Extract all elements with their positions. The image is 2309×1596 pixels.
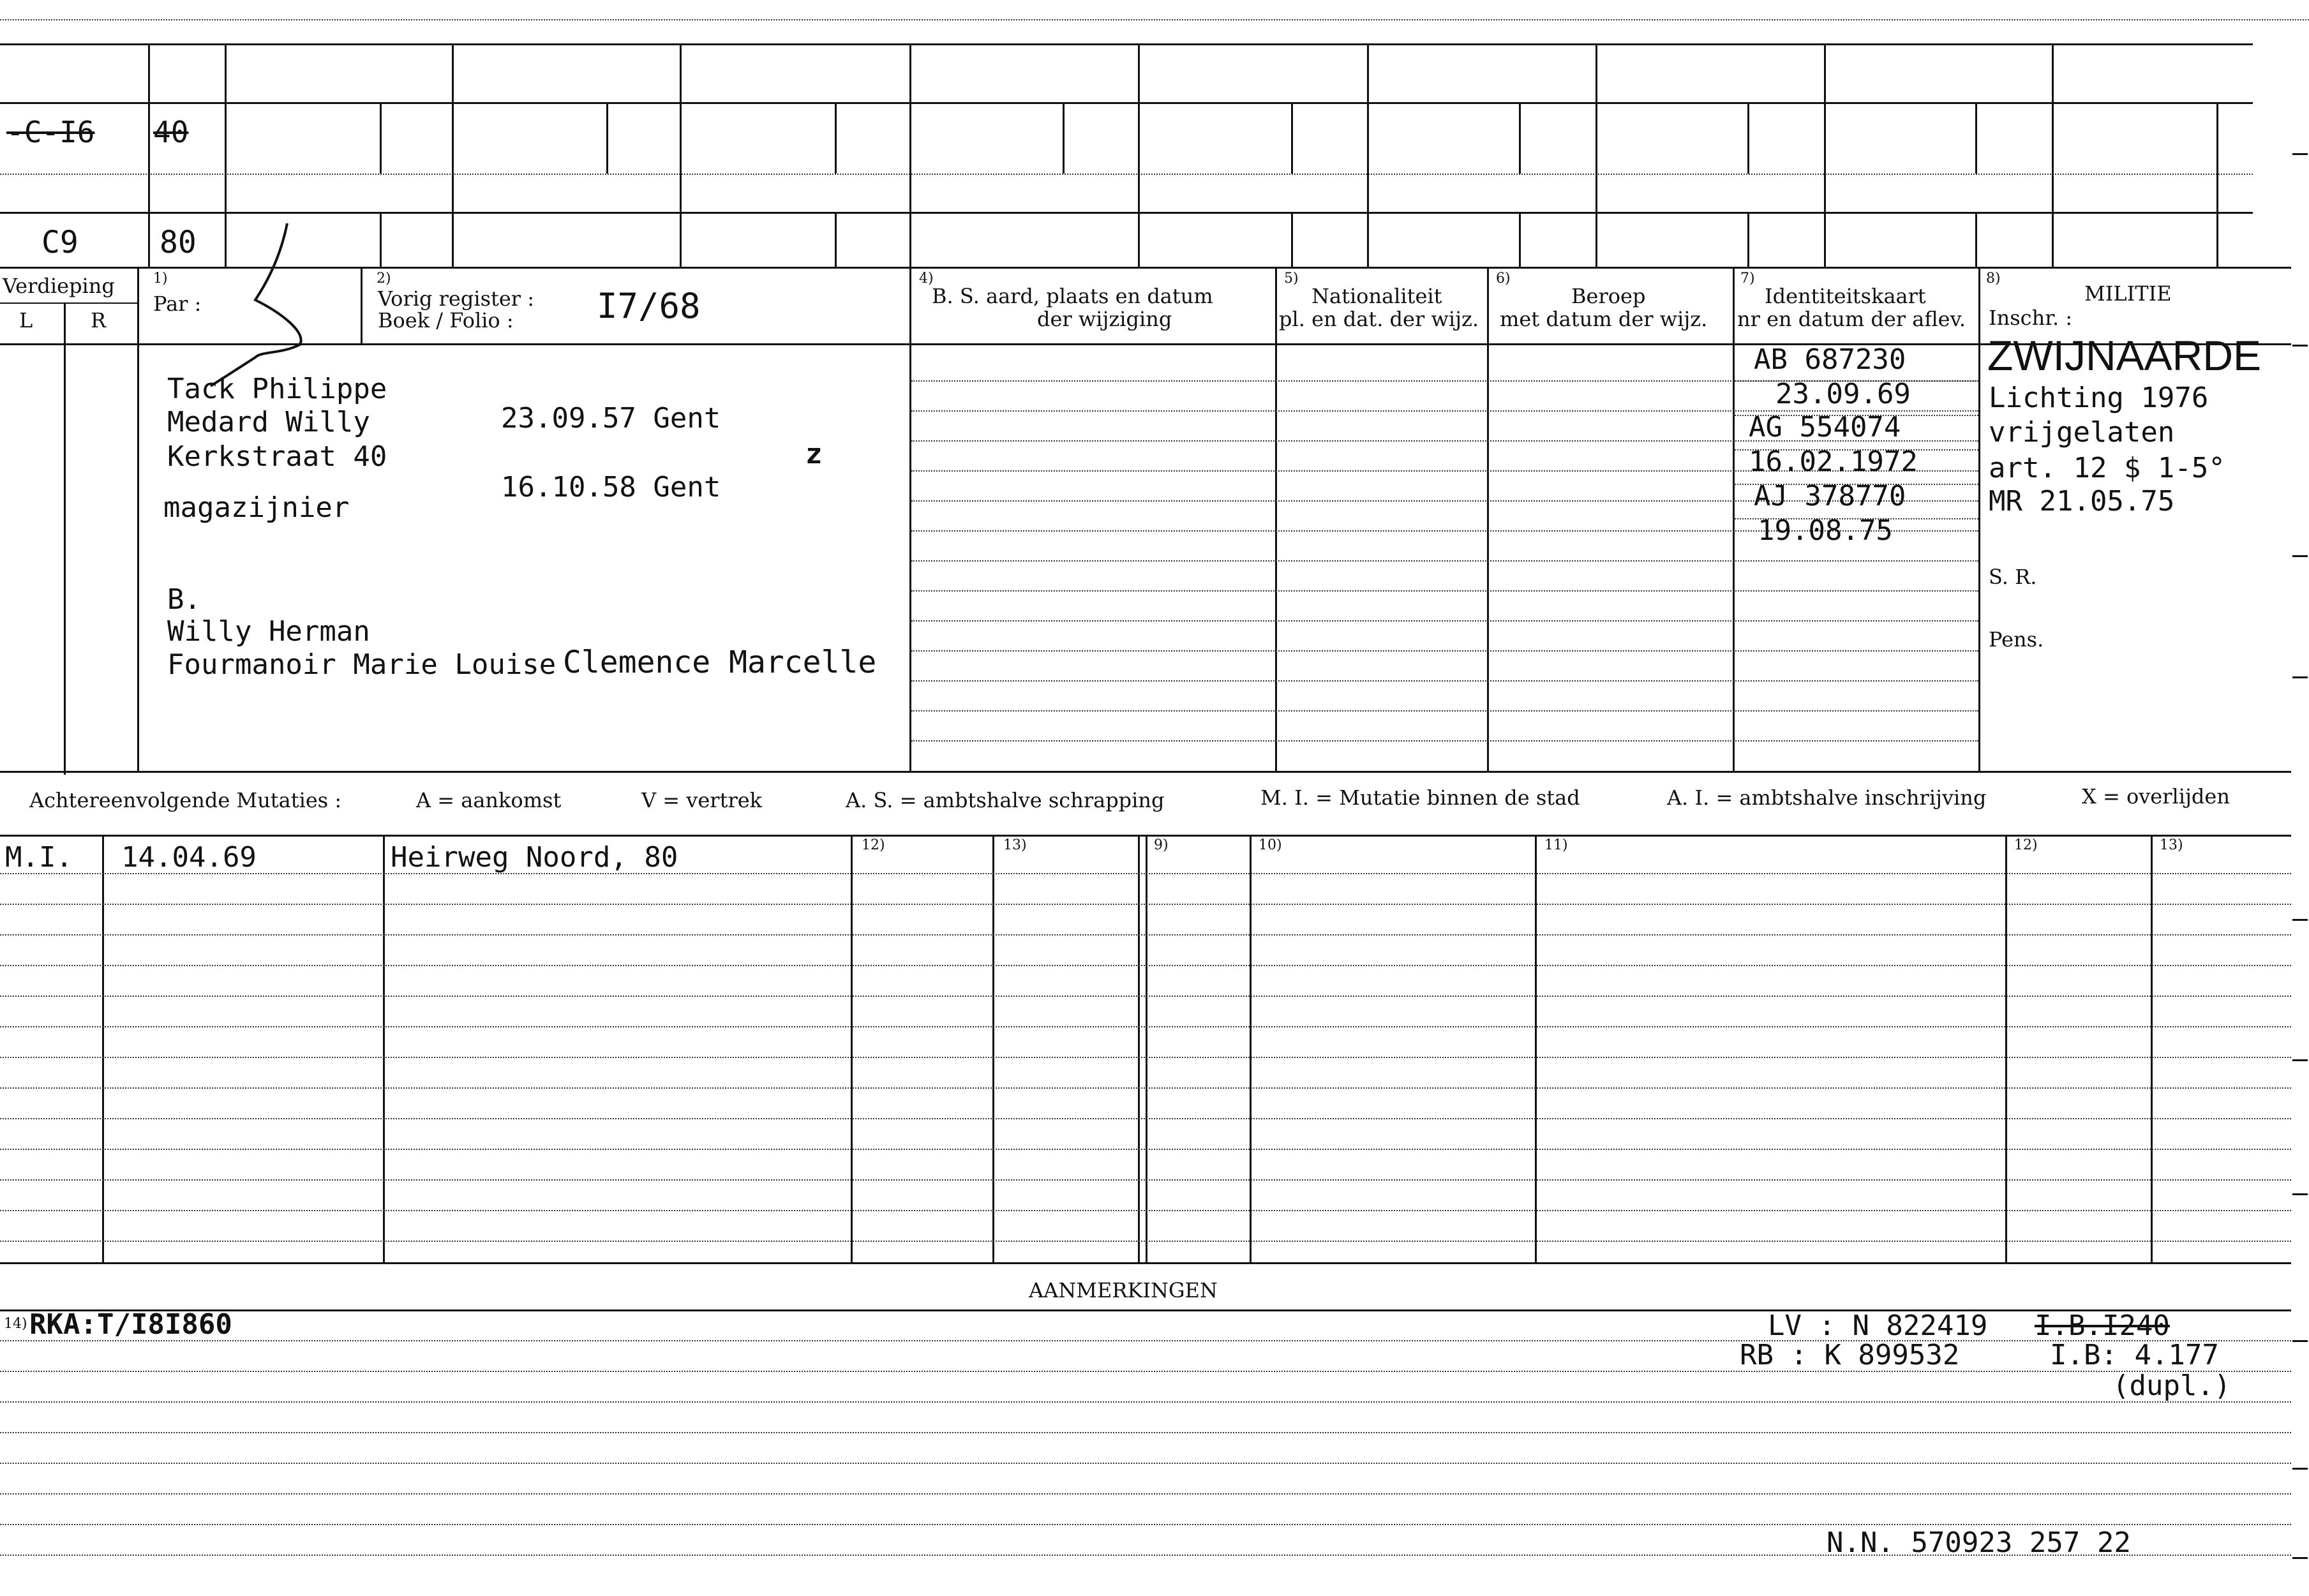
ruling-line	[0, 934, 2291, 936]
person-marker: z	[805, 438, 823, 470]
remarks-n14: 14)	[4, 1316, 27, 1332]
edge-tick	[2292, 345, 2308, 347]
edge-tick	[2292, 1557, 2308, 1559]
ruling-line	[0, 1179, 2291, 1181]
edge-tick	[2292, 153, 2308, 155]
identity-line-3: 16.02.1972	[1749, 445, 1918, 478]
ruling-line	[911, 650, 1978, 652]
ruling-line	[0, 1524, 2291, 1525]
identity-line-4: AJ 378770	[1754, 480, 1906, 512]
ruling-line	[0, 1463, 2291, 1464]
ruling-line	[911, 560, 1978, 562]
person-father: Willy Herman	[167, 615, 370, 648]
mut-x: X = overlijden	[2082, 784, 2230, 809]
header-militie: MILITIE	[2084, 281, 2172, 306]
person-b: B.	[167, 583, 201, 616]
header-n2: 2)	[377, 271, 391, 287]
militie-line-2: art. 12 $ 1-5°	[1989, 452, 2225, 484]
person-firstname: Medard Willy	[167, 406, 370, 438]
person-date2: 16.10.58 Gent	[501, 471, 721, 503]
header-n1: 1)	[153, 271, 168, 287]
ruling-line	[0, 1026, 2291, 1027]
ruling-line	[0, 1241, 2291, 1242]
header-n5: 5)	[1284, 271, 1299, 287]
header-beroep-1: Beroep	[1571, 284, 1646, 308]
ruling-line	[911, 590, 1978, 592]
mut-as: A. S. = ambtshalve schrapping	[846, 788, 1165, 812]
ruling-line	[0, 1493, 2291, 1495]
identity-line-5: 19.08.75	[1758, 514, 1893, 547]
person-name: Tack Philippe	[167, 373, 387, 405]
person-mother1: Fourmanoir Marie Louise	[167, 648, 557, 681]
remarks-rb: RB : K 899532	[1740, 1339, 1960, 1371]
ruling-line	[0, 996, 2291, 997]
ruling-line	[0, 1432, 2291, 1433]
top-row1-left: -C-I6	[6, 115, 95, 149]
header-vorig-value: I7/68	[597, 286, 701, 326]
header-n6: 6)	[1496, 271, 1511, 287]
header-id-1: Identiteitskaart	[1765, 284, 1926, 308]
mut-n13-a: 13)	[1003, 837, 1027, 853]
ruling-line	[0, 904, 2291, 905]
edge-tick	[2292, 676, 2308, 678]
ruling-line	[0, 1210, 2291, 1211]
edge-tick	[2292, 919, 2308, 921]
militie-pens: Pens.	[1989, 627, 2044, 652]
ruling-line	[911, 710, 1978, 712]
edge-tick	[2292, 1059, 2308, 1061]
mut-n11-b: 11)	[1544, 837, 1568, 853]
person-job: magazijnier	[163, 491, 350, 524]
remarks-lv: LV : N 822419	[1768, 1309, 1988, 1342]
mut-n13-b: 13)	[2160, 837, 2183, 853]
mut-n10-b: 10)	[1259, 837, 1282, 853]
edge-tick	[2292, 1468, 2308, 1470]
militie-sr: S. R.	[1989, 565, 2037, 589]
mut-intro: Achtereenvolgende Mutaties :	[29, 788, 342, 812]
mut-mi: M. I. = Mutatie binnen de stad	[1260, 786, 1580, 810]
header-bs-1: B. S. aard, plaats en datum	[932, 284, 1213, 308]
remarks-title: AANMERKINGEN	[1029, 1278, 1218, 1302]
ruling-line	[0, 1087, 2291, 1089]
ruling-line	[0, 965, 2291, 966]
top-row2-right: 80	[160, 225, 197, 260]
mut-row1-type: M.I.	[5, 841, 73, 874]
mut-row1-address: Heirweg Noord, 80	[391, 841, 678, 874]
ruling-line	[0, 873, 2291, 874]
remarks-rka: RKA:T/I8I860	[29, 1308, 232, 1341]
ruling-line	[911, 740, 1978, 742]
ruling-line	[911, 680, 1978, 682]
ruling-line	[0, 1118, 2291, 1119]
person-mother2: Clemence Marcelle	[563, 645, 877, 680]
mut-n9-b: 9)	[1154, 837, 1169, 853]
remarks-ib-struck: I.B.I240	[2035, 1309, 2170, 1342]
header-inschr: Inschr. :	[1989, 306, 2073, 330]
mut-n12-a: 12)	[862, 837, 885, 853]
identity-line-1: 23.09.69	[1775, 378, 1911, 410]
militie-place: ZWIJNAARDE	[1987, 332, 2261, 379]
top-row1-right: 40	[153, 115, 189, 149]
header-r: R	[91, 308, 107, 332]
edge-tick	[2292, 1340, 2308, 1342]
header-par: Par :	[153, 292, 202, 316]
header-n4: 4)	[919, 271, 934, 287]
edge-tick	[2292, 555, 2308, 557]
remarks-dupl: (dupl.)	[2112, 1369, 2231, 1402]
header-n7: 7)	[1740, 271, 1755, 287]
militie-line-0: Lichting 1976	[1989, 382, 2209, 414]
ruling-line	[911, 620, 1978, 622]
militie-line-3: MR 21.05.75	[1989, 485, 2175, 518]
ruling-line	[0, 1149, 2291, 1150]
header-l: L	[19, 308, 33, 332]
identity-line-2: AG 554074	[1749, 411, 1901, 444]
header-vorig: Vorig register :	[378, 287, 535, 311]
header-nat-1: Nationaliteit	[1311, 284, 1442, 308]
mut-ai: A. I. = ambtshalve inschrijving	[1667, 786, 1987, 810]
mut-row1-date: 14.04.69	[121, 841, 257, 874]
person-birth: 23.09.57 Gent	[501, 402, 721, 435]
remarks-nn: N.N. 570923 257 22	[1827, 1526, 2131, 1559]
header-n8: 8)	[1986, 271, 2001, 287]
header-nat-2: pl. en dat. der wijz.	[1279, 307, 1479, 331]
header-bs-2: der wijziging	[1037, 307, 1172, 331]
header-boek: Boek / Folio :	[378, 308, 514, 332]
header-beroep-2: met datum der wijz.	[1500, 307, 1708, 331]
identity-line-0: AB 687230	[1754, 343, 1906, 376]
top-row2-left: C9	[41, 225, 78, 260]
mut-v: V = vertrek	[641, 788, 763, 812]
person-address: Kerkstraat 40	[167, 440, 387, 473]
mut-n12-b: 12)	[2014, 837, 2038, 853]
militie-line-1: vrijgelaten	[1989, 416, 2175, 449]
remarks-ib: I.B: 4.177	[2050, 1339, 2219, 1371]
header-verdieping: Verdieping	[3, 274, 115, 298]
edge-tick	[2292, 1193, 2308, 1195]
mut-a: A = aankomst	[416, 788, 562, 812]
ruling-line	[0, 1401, 2291, 1403]
pen-stroke-icon	[204, 217, 332, 396]
header-id-2: nr en datum der aflev.	[1737, 307, 1966, 331]
ruling-line	[0, 1057, 2291, 1058]
